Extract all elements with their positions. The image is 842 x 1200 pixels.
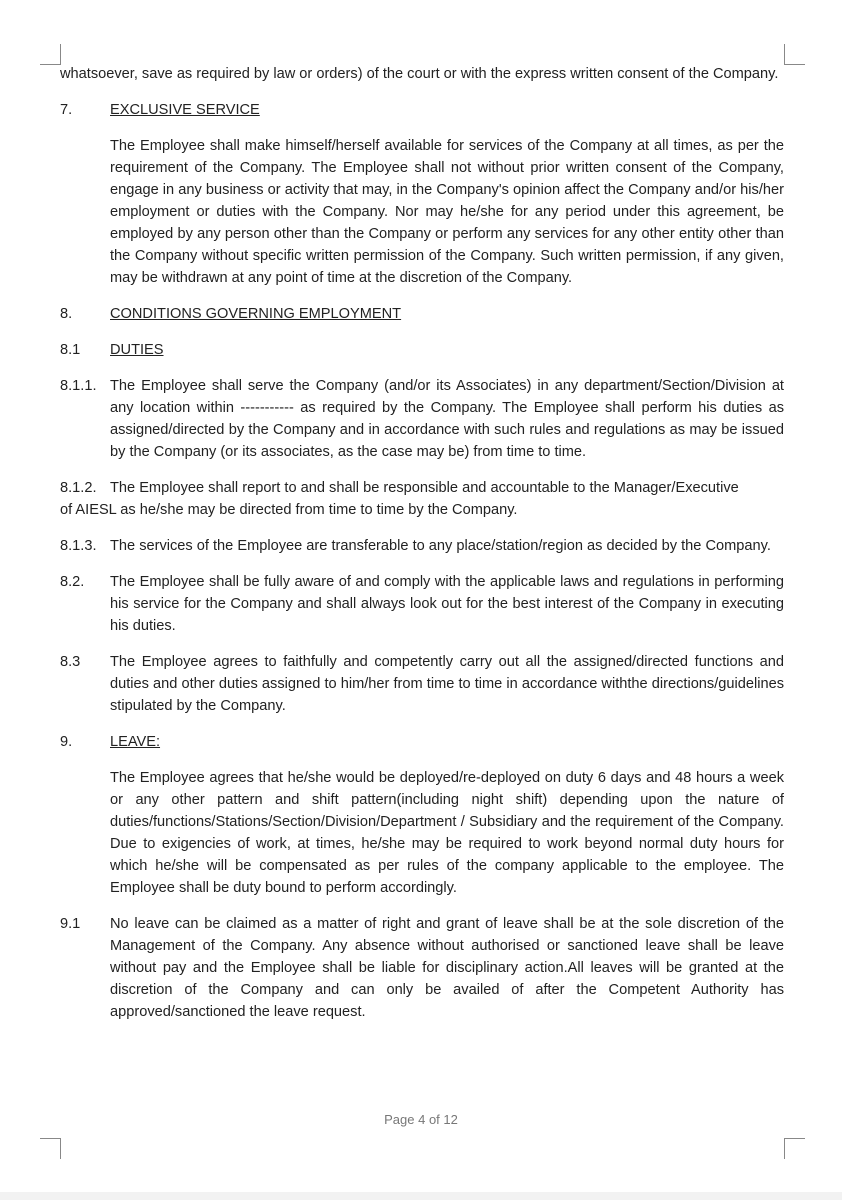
clause-number: 8.1.1. bbox=[60, 378, 97, 394]
section-8-1-heading bbox=[60, 339, 784, 361]
section-7-heading bbox=[60, 99, 784, 121]
clause-number: 8.1.3. bbox=[60, 538, 97, 554]
clause-number: 8.1.2. bbox=[60, 480, 97, 496]
clause-9-1 bbox=[60, 913, 784, 1023]
clause-8-2 bbox=[60, 571, 784, 637]
section-7-body: The Employee shall make himself/herself available for services of the Company at all times, as per the requirement of the Company. The Employee shall not without prior written consent of the Company, engage in any business or activity that may, in the Company's opinion affect the Company and/or his/her employment or duties with the Company. Nor may he/she for any period under this agreement, be employed by any person other than the Company or perform any services for any other entity other than the Company without specific written permission of the Company. Such written permission, if any given, may be withdrawn at any point of time at the discretion of the Company. bbox=[110, 138, 784, 286]
clause-text-rest: of AIESL as he/she may be directed from time to time by the Company. bbox=[60, 502, 518, 518]
section-number: 9. bbox=[60, 734, 73, 750]
section-9-heading bbox=[60, 731, 784, 753]
clause-number: 8.2. bbox=[60, 574, 85, 590]
clause-text: The services of the Employee are transferable to any place/station/region as decided by the Company. bbox=[110, 538, 771, 554]
clause-text: No leave can be claimed as a matter of right and grant of leave shall be at the sole discretion of the Management of the Company. Any absence without authorised or sanctioned leave shall be leave without pay and the Employee shall be liable for disciplinary action.All leaves will be granted at the discretion of the Company and can only be availed of after the Competent Authority has approved/sanctioned the leave request. bbox=[110, 916, 784, 1020]
section-number: 7. bbox=[60, 102, 73, 118]
page-number: Page 4 of 12 bbox=[384, 1112, 458, 1127]
clause-8-1-3 bbox=[60, 535, 784, 557]
crop-mark-top-left bbox=[40, 44, 61, 65]
clause-8-1-1 bbox=[60, 375, 784, 463]
clause-8-1-2 bbox=[60, 477, 784, 521]
section-8-heading bbox=[60, 303, 784, 325]
continued-paragraph: whatsoever, save as required by law or orders) of the court or with the express written consent of the Company. bbox=[60, 66, 779, 82]
clause-text-first-line: The Employee shall report to and shall be responsible and accountable to the Manager/Executive bbox=[110, 480, 739, 496]
section-title: EXCLUSIVE SERVICE bbox=[110, 102, 260, 118]
clause-text: The Employee shall serve the Company (and/or its Associates) in any department/Section/Division at any location within ----------- as required by the Company. The Employee shall perform his duties as assigned/directed by the Company and in accordance with such rules and regulations as may be issued by the Company (or its associates, as the case may be) from time to time. bbox=[110, 378, 784, 460]
section-number: 8.1 bbox=[60, 342, 81, 358]
crop-mark-bottom-right bbox=[784, 1138, 805, 1159]
section-title: DUTIES bbox=[110, 342, 164, 358]
clause-number: 9.1 bbox=[60, 916, 81, 932]
section-title: LEAVE: bbox=[110, 734, 161, 750]
clause-number: 8.3 bbox=[60, 654, 81, 670]
section-number: 8. bbox=[60, 306, 73, 322]
crop-mark-bottom-left bbox=[40, 1138, 61, 1159]
clause-text: The Employee shall be fully aware of and comply with the applicable laws and regulations in performing his service for the Company and shall always look out for the best interest of the Company in executing his duties. bbox=[110, 574, 784, 634]
clause-8-3 bbox=[60, 651, 784, 717]
crop-mark-top-right bbox=[784, 44, 805, 65]
clause-text: The Employee agrees to faithfully and competently carry out all the assigned/directed functions and duties and other duties assigned to him/her from time to time in accordance withthe directions/guidelines stipulated by the Company. bbox=[110, 654, 784, 714]
document-body bbox=[60, 63, 784, 1037]
section-title: CONDITIONS GOVERNING EMPLOYMENT bbox=[110, 306, 402, 322]
section-9-body: The Employee agrees that he/she would be deployed/re-deployed on duty 6 days and 48 hours a week or any other pattern and shift pattern(including night shift) depending upon the nature of duties/functions/Stations/Section/Division/Department / Subsidiary and the requirement of the Company. Due to exigencies of work, at times, he/she may be required to work beyond normal duty hours for which he/she will be compensated as per rules of the company applicable to the employee. The Employee shall be duty bound to perform accordingly. bbox=[110, 770, 784, 896]
